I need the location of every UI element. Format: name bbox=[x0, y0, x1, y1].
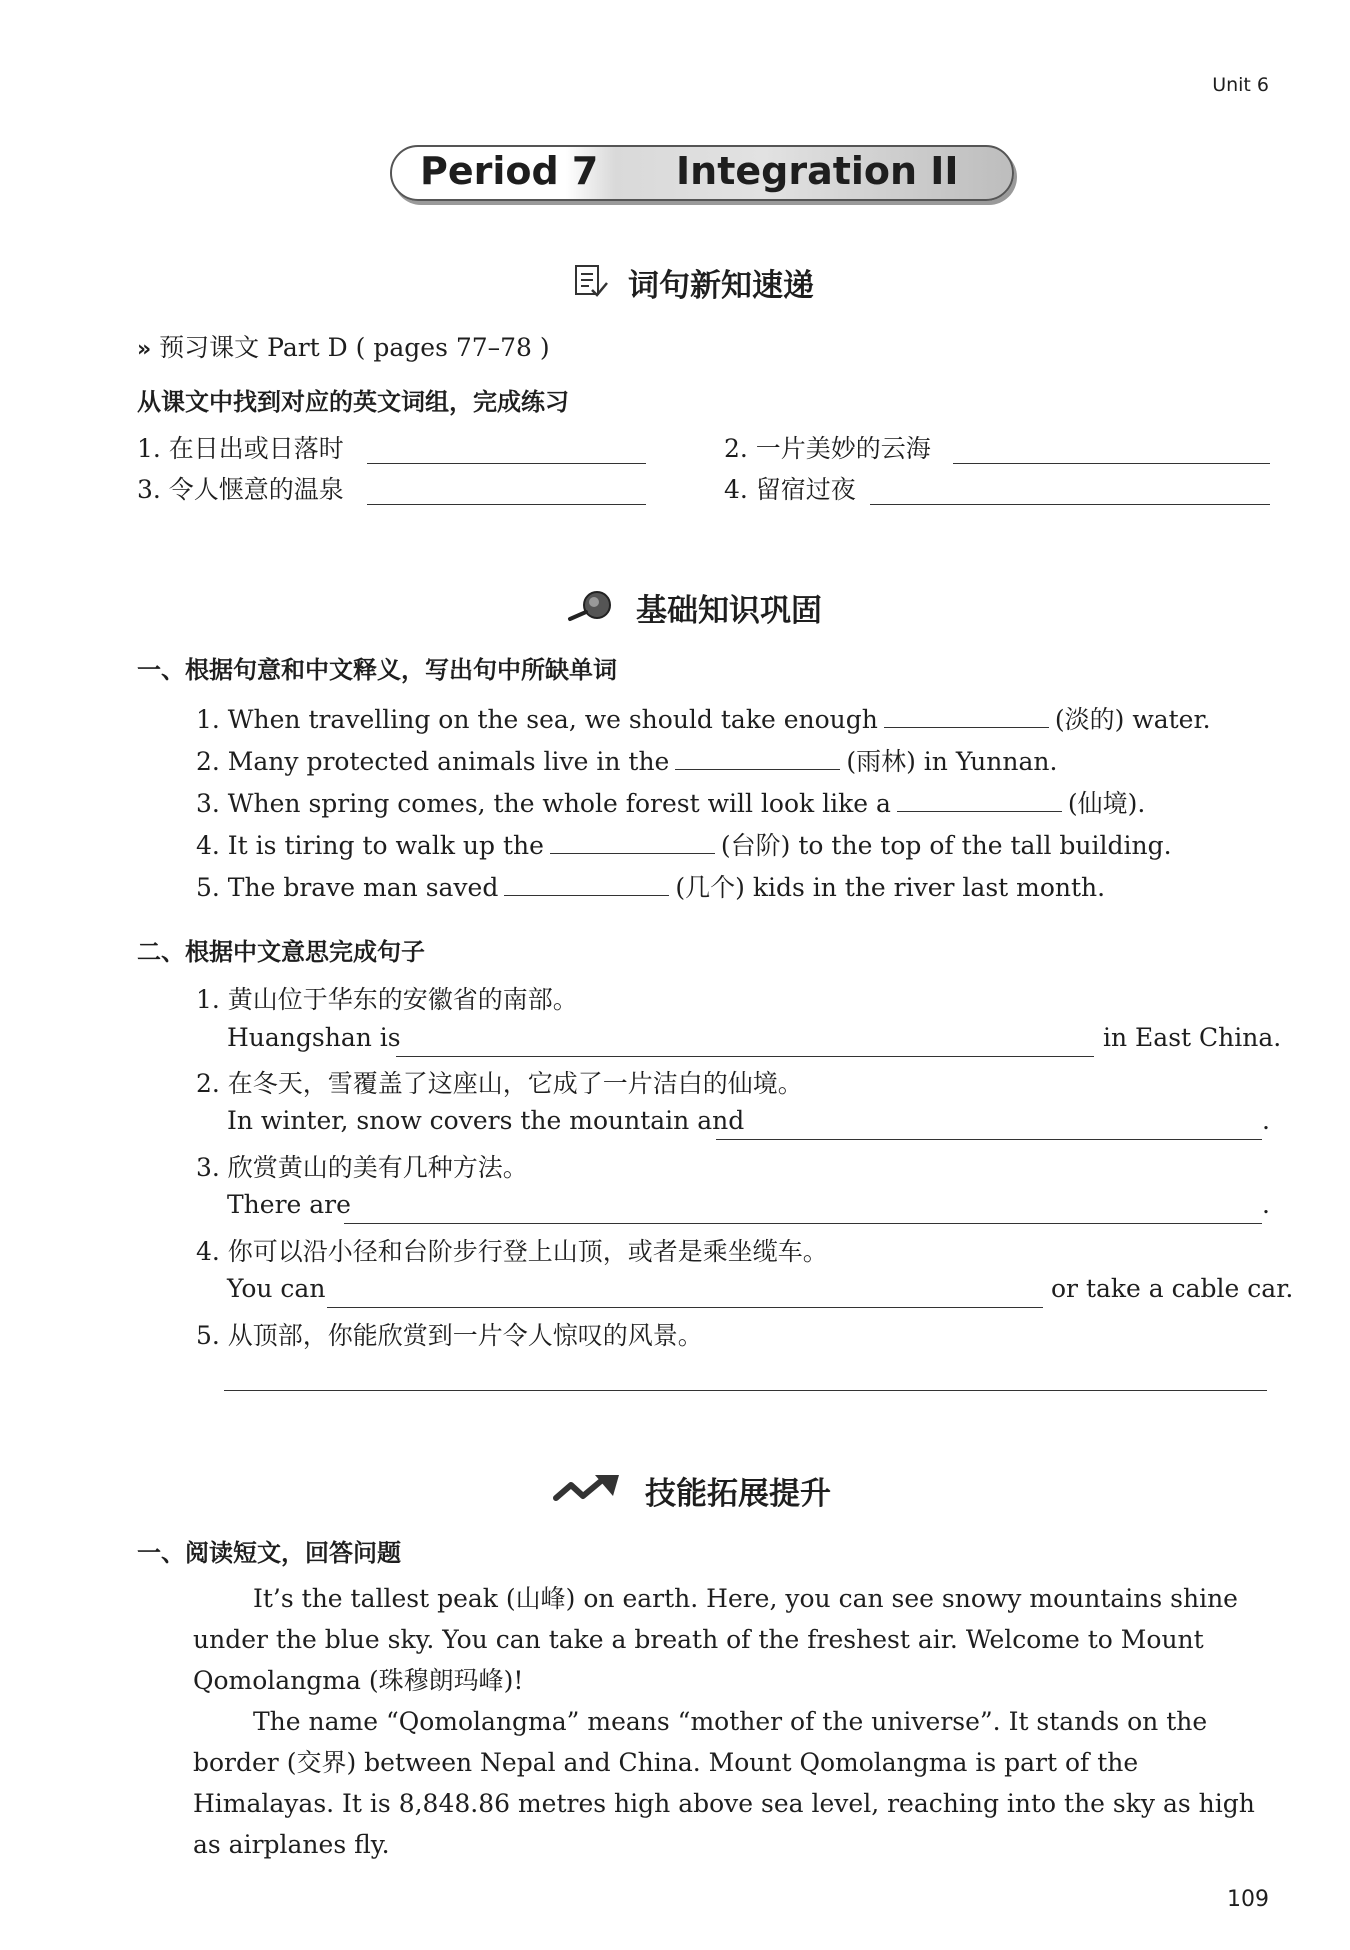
answer-line-4[interactable] bbox=[870, 504, 1270, 505]
unit-label: Unit 6 bbox=[1212, 74, 1269, 96]
reading-heading: 一、阅读短文，回答问题 bbox=[137, 1539, 401, 1567]
translate-line-3[interactable] bbox=[344, 1223, 1262, 1224]
part2-heading: 二、根据中文意思完成句子 bbox=[137, 938, 425, 966]
translate-cn-2: 2. 在冬天，雪覆盖了这座山，它成了一片洁白的仙境。 bbox=[196, 1069, 803, 1098]
fill-blank-2[interactable] bbox=[675, 768, 840, 770]
vocab-item-3: 3. 令人惬意的温泉 bbox=[137, 475, 344, 504]
rising-trend-icon bbox=[553, 1472, 623, 1506]
fill-item-1: 1. When travelling on the sea, we should take enough (淡的) water. bbox=[196, 705, 1211, 734]
period-title: Integration II bbox=[676, 149, 959, 193]
passage-paragraph-2: The name “Qomolangma” means “mother of the universe”. It stands on the border (交界) between Nepal and China. Mount Qomolangma is part of the Himalayas. It is 8,848.86 metres high above sea level, reaching into the sky as high as airplanes fly. bbox=[193, 1707, 1255, 1859]
preview-line: » 预习课文 Part D ( pages 77–78 ) bbox=[137, 333, 550, 362]
notebook-check-icon bbox=[573, 263, 611, 299]
period-label: Period 7 bbox=[420, 149, 599, 193]
translate-cn-4: 4. 你可以沿小径和台阶步行登上山顶，或者是乘坐缆车。 bbox=[196, 1237, 828, 1266]
part1-heading: 一、根据句意和中文释义，写出句中所缺单词 bbox=[137, 656, 617, 684]
answer-line-2[interactable] bbox=[953, 463, 1270, 464]
translate-line-5[interactable] bbox=[224, 1390, 1267, 1391]
preview-text: 预习课文 Part D ( pages 77–78 ) bbox=[159, 333, 550, 362]
section1-title: 词句新知速递 bbox=[628, 268, 814, 304]
magnifier-icon bbox=[567, 588, 615, 624]
fill-item-4: 4. It is tiring to walk up the (台阶) to the top of the tall building. bbox=[196, 831, 1172, 860]
translate-en-3-after: . bbox=[1262, 1190, 1270, 1219]
translate-cn-3: 3. 欣赏黄山的美有几种方法。 bbox=[196, 1153, 528, 1182]
translate-line-1[interactable] bbox=[396, 1056, 1094, 1057]
section1-instruction: 从课文中找到对应的英文词组，完成练习 bbox=[137, 388, 569, 416]
fill-blank-5[interactable] bbox=[504, 894, 669, 896]
passage-paragraph-1: It’s the tallest peak (山峰) on earth. Here, you can see snowy mountains shine under the blue sky. You can take a breath of the freshest air. Welcome to Mount Qomolangma (珠穆朗玛峰)! bbox=[193, 1584, 1238, 1695]
vocab-item-4: 4. 留宿过夜 bbox=[724, 475, 856, 504]
translate-en-2-after: . bbox=[1262, 1106, 1270, 1135]
section2-title: 基础知识巩固 bbox=[636, 593, 822, 629]
vocab-item-2: 2. 一片美妙的云海 bbox=[724, 434, 931, 463]
vocab-item-1: 1. 在日出或日落时 bbox=[137, 434, 344, 463]
translate-cn-5: 5. 从顶部，你能欣赏到一片令人惊叹的风景。 bbox=[196, 1321, 703, 1350]
translate-en-3-before: There are bbox=[227, 1190, 351, 1219]
translate-en-1-after: in East China. bbox=[1103, 1023, 1282, 1052]
reading-passage bbox=[193, 1578, 1273, 1865]
translate-en-2-before: In winter, snow covers the mountain and bbox=[227, 1106, 745, 1135]
translate-en-4-after: or take a cable car. bbox=[1051, 1274, 1294, 1303]
translate-cn-1: 1. 黄山位于华东的安徽省的南部。 bbox=[196, 985, 578, 1014]
fill-item-5: 5. The brave man saved (几个) kids in the river last month. bbox=[196, 873, 1106, 902]
translate-en-1-before: Huangshan is bbox=[227, 1023, 401, 1052]
translate-line-4[interactable] bbox=[327, 1307, 1043, 1308]
translate-en-4-before: You can bbox=[227, 1274, 326, 1303]
fill-item-3: 3. When spring comes, the whole forest will look like a (仙境). bbox=[196, 789, 1146, 818]
translate-line-2[interactable] bbox=[716, 1139, 1262, 1140]
fill-item-2: 2. Many protected animals live in the (雨林) in Yunnan. bbox=[196, 747, 1058, 776]
fill-blank-4[interactable] bbox=[550, 852, 715, 854]
answer-line-1[interactable] bbox=[367, 463, 646, 464]
section3-title: 技能拓展提升 bbox=[645, 1476, 831, 1512]
answer-line-3[interactable] bbox=[367, 504, 646, 505]
period-banner bbox=[390, 145, 1016, 201]
page-number: 109 bbox=[1227, 1887, 1269, 1912]
fill-blank-1[interactable] bbox=[884, 726, 1049, 728]
fill-blank-3[interactable] bbox=[897, 810, 1062, 812]
